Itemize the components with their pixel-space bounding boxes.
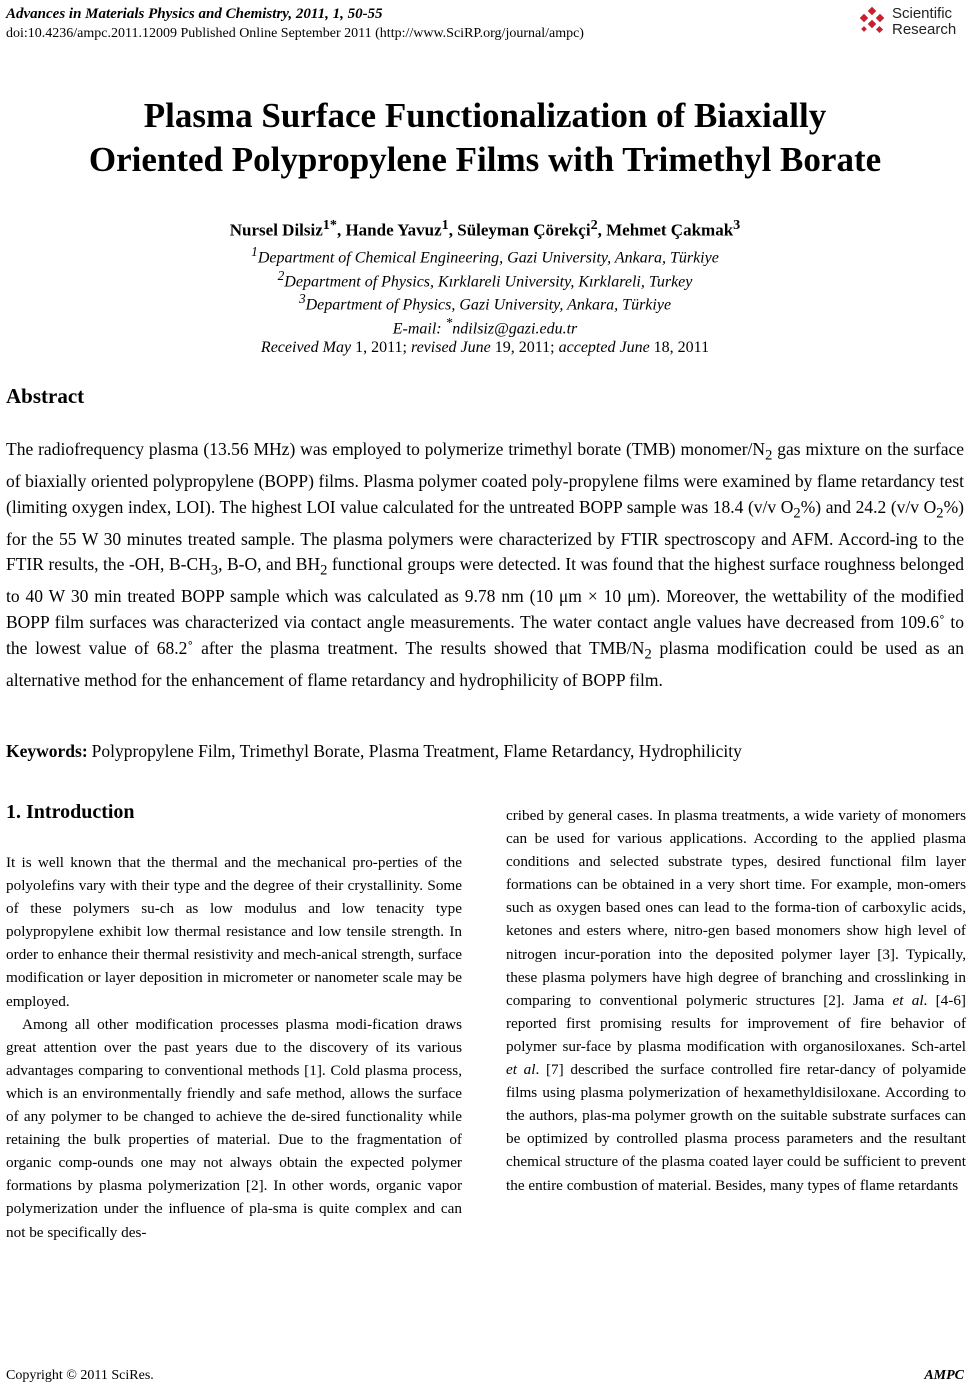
publisher-logo: [858, 4, 968, 44]
affiliation-text: Department of Chemical Engineering, Gazi University, Ankara, Türkiye: [257, 249, 719, 267]
author-list: Nursel Dilsiz$^{1*}$, Hande Yavuz$^1$, Süleyman Çörekçi$^2$, Mehmet Çakmak$^3$: [229, 217, 741, 240]
publication-dates: [0, 339, 970, 357]
abstract-text: %) for the 55 W 30 minutes treated sample. The plasma polymers were characterized by FTIR spectroscopy and AFM. Accord-ing to the FTIR results, the -OH, B-CH: [6, 496, 964, 575]
email-label: E-mail:: [392, 320, 446, 338]
journal-citation: [6, 6, 383, 23]
abstract-text: %) and 24.2 (v/v O: [800, 496, 937, 517]
subscript: 2: [936, 505, 944, 522]
section-heading: 1. Introduction: [6, 801, 135, 823]
author-affiliation-mark: 1: [441, 217, 449, 233]
subscript: 3: [210, 562, 219, 579]
right-column: [506, 804, 966, 1197]
affiliation-number: 1: [251, 244, 258, 259]
accepted-date: 18, 2011: [649, 339, 710, 356]
title-line-1: Plasma Surface Functionalization of Biaxially: [143, 96, 827, 135]
journal-name: Advances in Materials Physics and Chemistry: [6, 6, 289, 22]
received-date: 1, 2011;: [351, 339, 411, 356]
paragraph-text: . [7] described the surface controlled fire retar-dancy of polyamide films using plasma polymerization of hexamethyldisiloxane. According to the authors, plas-ma polymer growth on the suitable substrate surfaces can be optimized by controlled plasma process parameters and the resultant chemical structure of the plasma coated layer could be sufficient to prevent the entire combustion of material. Besides, many types of flame retardants: [506, 1061, 966, 1194]
affiliation-number: 3: [298, 291, 306, 306]
corresponding-mark: *: [445, 315, 453, 330]
paragraph-text: cribed by general cases. In plasma treatments, a wide variety of monomers can be used for various applications. According to the applied plasma conditions and selected substrate types, desired functional film layer formations can be obtained in a very short time. For example, mon-omers such as oxygen based ones can lead to the forma-tion of carboxylic acids, ketones and esters where, nitro-gen based monomers show high level of nitrogen incur-poration into the deposited polymer layer [3]. Typically, these plasma polymers have high degree of branching and crosslinking in comparing to conventional polymeric structures [2]. Jama: [506, 807, 966, 1009]
author-affiliation-mark: 1*: [322, 217, 337, 233]
paragraph: Among all other modification processes plasma modi-fication draws great attention over the past years due to the discovery of its various advantages comparing to conventional methods [1]. Cold plasma process, which is an environmentally friendly and safe method, allows the surface of any polymer to be changed to achieve the de-sired functionality while retaining the bulk properties of material. Due to the fragmentation of organic comp-ounds one may not always obtain the expected polymer formations by plasma polymerization [2]. In other words, organic vapor polymerization under the influence of pla-sma is quite complex and can not be specifically des-: [6, 1015, 462, 1241]
author-affiliation-mark: 2: [590, 217, 598, 233]
logo-text-line2: Research: [892, 21, 957, 38]
abstract-text: , B-O, and BH: [218, 554, 321, 575]
affiliation-number: 2: [277, 268, 285, 283]
doi-line: doi:10.4236/ampc.2011.12009 Published Online September 2011 (http://www.SciRP.org/journal/ampc): [6, 26, 584, 41]
received-label: Received May: [260, 339, 352, 356]
author-name: Nursel Dilsiz: [229, 220, 323, 240]
affiliation-text: Department of Physics, Gazi University, Ankara, Türkiye: [305, 296, 672, 314]
revised-label: revised June: [410, 339, 491, 356]
logo-mark-icon: [858, 6, 888, 36]
abstract-body: [6, 437, 964, 693]
revised-date: 19, 2011;: [490, 339, 559, 356]
author-name: Mehmet Çakmak: [606, 220, 734, 240]
abstract-text: gas mixture on the surface of biaxially oriented polypropylene (BOPP) films. Plasma polymer coated poly-propylene films were examined by flame retardancy test (limiting oxygen index, LOI). The highest LOI value calculated for the untreated BOPP sample was 18.4 (v/v O: [6, 439, 965, 517]
journal-abbreviation: AMPC: [924, 1368, 964, 1383]
abstract-text: functional groups were detected. It was found that the highest surface roughness belonged to 40 W 30 min treated BOPP sample which was calculated as 9.78 nm (10 μm × 10 μm). Moreover, the wettability of the modified BOPP film surfaces was characterized via contact angle measurements. The water contact angle values have decreased from 109.6˚ to the lowest value of 68.2˚ after the plasma treatment. The results showed that TMB/N: [6, 554, 965, 658]
abstract-heading: Abstract: [6, 384, 85, 408]
subscript: 2: [644, 646, 652, 663]
copyright-notice: Copyright © 2011 SciRes.: [6, 1368, 154, 1383]
contact-email: [0, 315, 970, 338]
accepted-label: accepted June: [558, 339, 650, 356]
subscript: 2: [765, 447, 773, 464]
paper-title: [0, 94, 970, 182]
paragraph: [506, 804, 966, 1197]
abstract-text: plasma modification could be used as an alternative method for the enhancement of flame retardancy and hydrophilicity of BOPP film.: [6, 637, 964, 690]
author-affiliation-mark: 3: [733, 217, 741, 233]
author-name: Hande Yavuz: [345, 220, 442, 240]
subscript: 2: [793, 505, 801, 522]
left-column: [6, 851, 462, 1244]
keywords-text: Polypropylene Film, Trimethyl Borate, Plasma Treatment, Flame Retardancy, Hydrophilicity: [91, 741, 742, 761]
keywords: [6, 741, 964, 762]
affiliation: [0, 291, 970, 314]
author-name: Süleyman Çörekçi: [457, 220, 591, 240]
abstract-text: The radiofrequency plasma (13.56 MHz) was employed to polymerize trimethyl borate (TMB) monomer/N: [6, 439, 766, 459]
et-al: et al: [506, 1061, 536, 1079]
logo-text-line1: Scientific: [892, 5, 953, 22]
email-address[interactable]: ndilsiz@gazi.edu.tr: [452, 320, 578, 338]
subscript: 2: [320, 562, 328, 579]
affiliation: [0, 268, 970, 291]
et-al: et al: [892, 991, 924, 1009]
paragraph-text: . [4-6] reported first promising results for improvement of fire behavior of polymer sur-face by plasma modification with organosiloxanes. Sch-artel: [506, 991, 966, 1055]
keywords-label: Keywords:: [6, 741, 88, 761]
affiliation: [0, 244, 970, 267]
affiliation-text: Department of Physics, Kırklareli University, Kırklareli, Turkey: [284, 273, 693, 291]
volume-info: , 2011, 1, 50-55: [288, 6, 383, 22]
paragraph: It is well known that the thermal and the mechanical pro-perties of the polyolefins vary with their type and the degree of their crystallinity. Some of these polymers su-ch as low modulus and low tenacity type polypropylene exhibit low thermal resistance and low tensile strength. In order to enhance their thermal resistivity and mech-anical strength, surface modification or layer deposition in micrometer or nanometer scale may be employed.: [6, 854, 462, 1010]
title-line-2: Oriented Polypropylene Films with Trimethyl Borate: [88, 140, 882, 179]
